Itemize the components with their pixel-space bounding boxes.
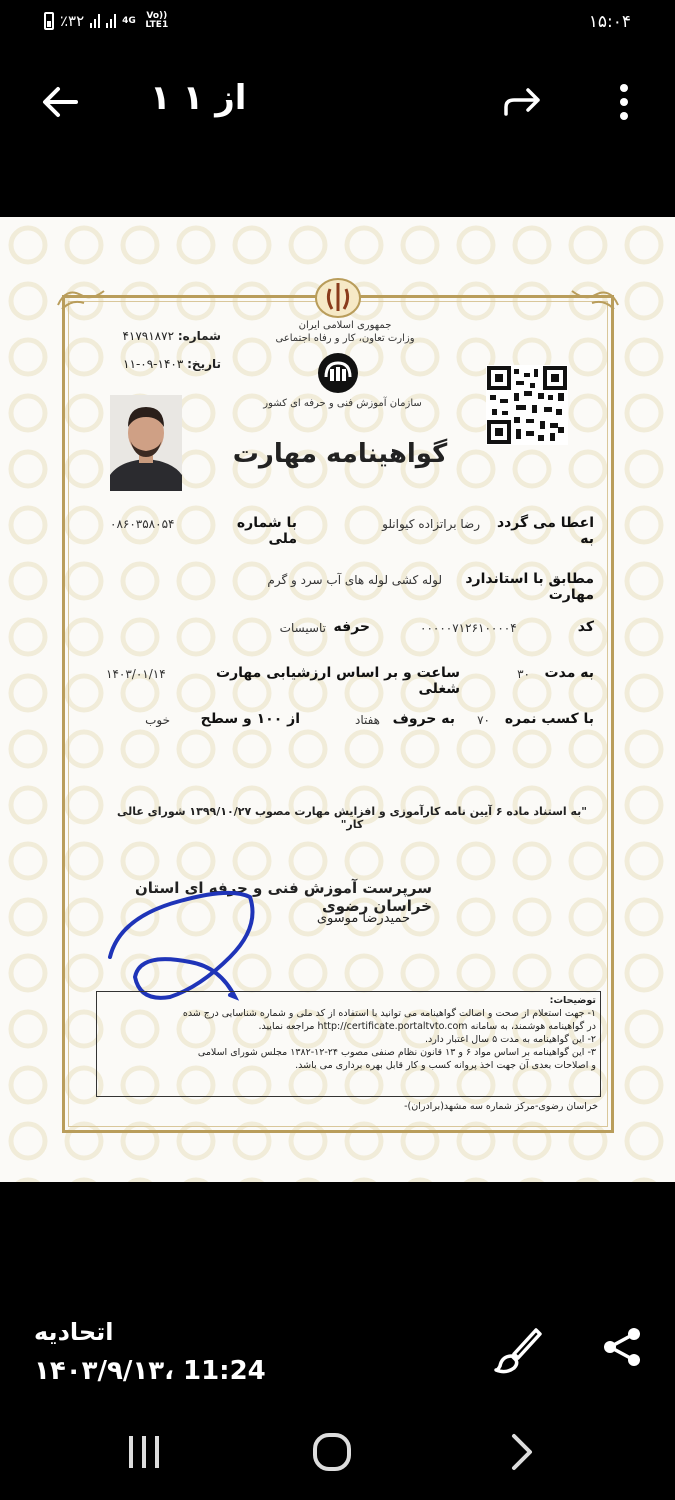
duration-label: به مدت bbox=[544, 665, 594, 681]
emblem-text-2: وزارت تعاون، کار و رفاه اجتماعی bbox=[275, 333, 415, 344]
battery-percent: ٪۳۲ bbox=[60, 12, 85, 30]
note-line: ۲- این گواهینامه به مدت ۵ سال اعتبار دارد. bbox=[425, 1034, 596, 1045]
nav-back-icon bbox=[502, 1430, 542, 1474]
back-button[interactable] bbox=[38, 80, 82, 124]
page-indicator: ۱ از ۱ bbox=[150, 78, 247, 118]
footer-text: خراسان رضوی-مرکز شماره سه مشهد(برادران)- bbox=[404, 1101, 598, 1112]
date-label: تاریخ: bbox=[187, 357, 221, 371]
album-name: اتحادیه bbox=[34, 1318, 114, 1346]
volte-indicator: Vo)) LTE1 bbox=[145, 11, 169, 30]
signal-icon-2 bbox=[106, 14, 116, 28]
cert-number-row bbox=[96, 329, 221, 343]
note-line: در گواهینامه هوشمند، به سامانه http://certificate.portaltvto.com مراجعه نمایید. bbox=[258, 1021, 596, 1032]
note-line: و اصلاحات بعدی آن جهت اخذ پروانه کسب و کار قابل بهره برداری می باشد. bbox=[295, 1060, 596, 1071]
hours-label: ساعت و بر اساس ارزشیابی مهارت شغلی bbox=[216, 665, 460, 697]
signal-icon bbox=[90, 14, 100, 28]
score-label: با کسب نمره bbox=[504, 711, 594, 727]
network-type: 4G bbox=[122, 15, 136, 26]
notes-box bbox=[96, 991, 601, 1097]
in-words-label: به حروف bbox=[392, 711, 455, 727]
date-value: ۱۴۰۳-۰۹-۱۱ bbox=[123, 357, 184, 371]
ministry-header bbox=[270, 319, 420, 345]
national-id-label: با شماره ملی bbox=[236, 515, 297, 547]
level-value: خوب bbox=[145, 713, 170, 727]
level-label: از ۱۰۰ و سطح bbox=[200, 711, 300, 727]
forward-button[interactable] bbox=[500, 80, 544, 124]
standard-label: مطابق با استاندارد مهارت bbox=[465, 571, 594, 603]
qr-code[interactable] bbox=[486, 365, 568, 445]
org-name: سازمان آموزش فنی و حرفه ای کشور bbox=[263, 398, 422, 409]
awarded-label: اعطا می گردد به bbox=[496, 515, 594, 547]
home-icon bbox=[308, 1428, 356, 1476]
trade-value: تاسیسات bbox=[279, 621, 326, 635]
corner-ornament-icon bbox=[56, 285, 106, 315]
duration-value: ۳۰ bbox=[517, 667, 530, 681]
iran-emblem-icon bbox=[314, 277, 362, 319]
status-time: ۱۵:۰۴ bbox=[588, 12, 631, 32]
assessment-date: ۱۴۰۳/۰۱/۱۴ bbox=[106, 667, 166, 681]
recent-apps-button[interactable] bbox=[120, 1430, 168, 1474]
battery-icon bbox=[44, 12, 54, 30]
recent-apps-icon bbox=[120, 1430, 168, 1474]
forward-arrow-icon bbox=[500, 80, 544, 124]
note-line: ۳- این گواهینامه بر اساس مواد ۶ و ۱۳ قانون نظام صنفی مصوب ۲۴-۱۲-۱۳۸۲ مجلس شورای اسلامی bbox=[197, 1047, 596, 1058]
cert-date-row bbox=[96, 357, 221, 371]
nav-back-button[interactable] bbox=[502, 1430, 542, 1474]
trade-label: حرفه bbox=[333, 619, 370, 635]
share-button[interactable] bbox=[600, 1324, 646, 1370]
edit-button[interactable] bbox=[492, 1324, 544, 1376]
corner-ornament-icon bbox=[570, 285, 620, 315]
more-options-button[interactable] bbox=[610, 80, 638, 124]
photo-datetime: ۱۴۰۳/۹/۱۳، 11:24 bbox=[34, 1356, 266, 1386]
number-value: ۴۱۷۹۱۸۷۲ bbox=[122, 329, 175, 343]
code-value: ۰۰۰۰۰۷۱۲۶۱۰۰۰۰۴ bbox=[420, 621, 517, 635]
code-label: کد bbox=[577, 619, 594, 635]
status-left bbox=[44, 12, 172, 30]
score-value: ۷۰ bbox=[477, 713, 490, 727]
in-words-value: هفتاد bbox=[354, 713, 380, 727]
holder-name: رضا براتزاده کیوانلو bbox=[382, 517, 480, 531]
top-bar bbox=[0, 60, 675, 150]
certificate-title: گواهینامه مهارت bbox=[232, 439, 448, 469]
share-icon bbox=[600, 1324, 646, 1370]
signature-mark bbox=[100, 857, 270, 1007]
supervisor-title: سرپرست آموزش فنی و حرفه ای استان خراسان رضوی bbox=[134, 879, 432, 915]
more-vertical-icon bbox=[610, 80, 638, 124]
notes-title: توضیحات: bbox=[549, 995, 596, 1006]
certificate-document[interactable] bbox=[0, 217, 675, 1182]
brush-edit-icon bbox=[492, 1324, 544, 1376]
arrow-left-icon bbox=[38, 80, 82, 124]
national-id-value: ۰۸۶۰۳۵۸۰۵۴ bbox=[110, 517, 175, 531]
standard-value: لوله کشی لوله های آب سرد و گرم bbox=[267, 573, 442, 587]
supervisor-name: حمیدرضا موسوی bbox=[316, 911, 410, 926]
tvto-logo-icon bbox=[312, 351, 364, 395]
note-line: ۱- جهت استعلام از صحت و اصالت گواهینامه می توانید با استفاده از کد ملی و شماره شناسایی درج شده bbox=[182, 1008, 596, 1019]
emblem-text-1: جمهوری اسلامی ایران bbox=[298, 320, 392, 331]
number-label: شماره: bbox=[177, 329, 221, 343]
regulation-text: "به استناد ماده ۶ آیین نامه کارآموزی و افزایش مهارت مصوب ۱۳۹۹/۱۰/۲۷ شورای عالی کار" bbox=[116, 805, 588, 831]
holder-photo bbox=[110, 395, 182, 491]
home-button[interactable] bbox=[308, 1428, 356, 1476]
status-bar bbox=[0, 0, 675, 50]
